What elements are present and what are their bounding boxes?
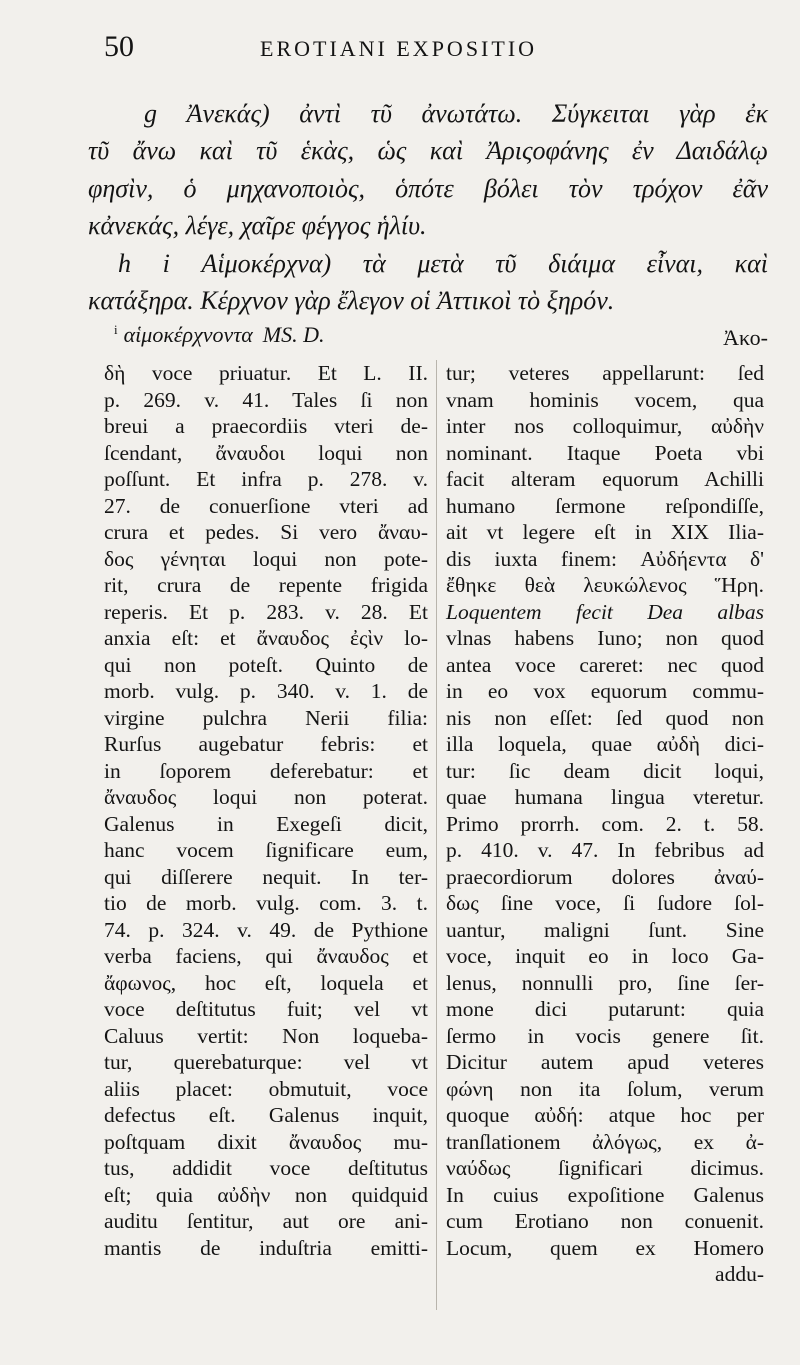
page-number: 50 <box>104 30 134 63</box>
text-line: quae humana lingua vteretur. <box>446 785 764 809</box>
text-line: Dicitur autem apud veteres <box>446 1050 764 1074</box>
text-line: ἄναυδος loqui non poterat. <box>104 785 428 809</box>
running-head: EROTIANI EXPOSITIO <box>260 36 538 61</box>
text-line: ναύδως ſignificari dicimus. <box>446 1156 764 1180</box>
greek-line: τῦ ἄνω καὶ τῦ ἑκὰς, ὡς καὶ Ἀριςοφάνης ἐν Δαιδάλῳ <box>88 136 768 166</box>
text-line: aliis placet: obmutuit, voce <box>104 1076 428 1101</box>
footnote-source: MS. D. <box>262 322 325 348</box>
text-line: vnam hominis vocem, qua <box>446 387 764 412</box>
text-line: rit, crura de repente frigida <box>104 573 428 597</box>
text-line: crura et pedes. Si vero ἄναυ- <box>104 520 428 544</box>
text-line: dis iuxta finem: Αὐδήεντα δ' <box>446 546 764 571</box>
text-line: anxia eſt: et ἄναυδος ἐςὶν lo- <box>104 626 428 650</box>
text-line: qui non poteſt. Quinto de <box>104 652 428 677</box>
text-line: humano ſermone reſpondiſſe, <box>446 493 764 518</box>
text-line: morb. vulg. p. 340. v. 1. de <box>104 679 428 703</box>
text-line: ſcendant, ἄναυδοι loqui non <box>104 440 428 465</box>
text-line: illa loquela, quae αὐδὴ dici- <box>446 732 764 756</box>
text-line: φώνη non ita ſolum, verum <box>446 1076 764 1101</box>
text-line: ἔθηκε θεὰ λευκώλενος Ἥρη. <box>446 573 764 597</box>
footnote-mark: i <box>114 322 118 337</box>
text-line: tio de morb. vulg. com. 3. t. <box>104 891 428 915</box>
left-column <box>104 360 428 1261</box>
text-line: cum Erotiano non conuenit. <box>446 1209 764 1233</box>
text-line: quoque αὐδή: atque hoc per <box>446 1103 764 1127</box>
text-line: lenus, nonnulli pro, ſine ſer- <box>446 970 764 995</box>
text-line: ſermo in vocis genere ſit. <box>446 1023 764 1048</box>
text-line: ait vt legere eſt in XIX Ilia- <box>446 520 764 544</box>
text-line: inter nos colloquimur, αὐδὴν <box>446 414 764 438</box>
text-line: p. 269. v. 41. Tales ſi non <box>104 387 428 412</box>
catchword: addu- <box>715 1262 764 1286</box>
text-line: facit alteram equorum Achilli <box>446 467 764 491</box>
text-line: tur, querebaturque: vel vt <box>104 1050 428 1074</box>
greek-line: κἀνεκάς, λέγε, χαῖρε φέγγος ἡλίυ. <box>88 211 427 241</box>
greek-line: φησὶν, ὁ μηχανοποιὸς, ὁπότε βόλει τὸν τρόχον ἐᾶν <box>88 173 768 203</box>
text-line: δος γένηται loqui non pote- <box>104 546 428 571</box>
text-line: poſſunt. Et infra p. 278. v. <box>104 467 428 491</box>
text-line: nis non eſſet: ſed quod non <box>446 705 764 730</box>
greek-line: κατάξηρα. Κέρχνον γὰρ ἔλεγον οἱ Ἀττικοὶ τὸ ξηρόν. <box>88 285 615 315</box>
text-line: In cuius expoſitione Galenus <box>446 1182 764 1207</box>
text-line: in eo vox equorum commu- <box>446 679 764 703</box>
text-line: tranſlationem ἀλόγως, ex ἀ- <box>446 1129 764 1154</box>
text-line: poſtquam dixit ἄναυδος mu- <box>104 1129 428 1154</box>
greek-line: h i Αἱμοκέρχνα) τὰ μετὰ τῦ διάιμα εἶναι, καὶ <box>118 248 768 278</box>
text-line: tus, addidit voce deſtitutus <box>104 1156 428 1180</box>
text-line: δὴ voce priuatur. Et L. II. <box>104 361 428 385</box>
text-line: in ſoporem deferebatur: et <box>104 758 428 783</box>
text-line: mantis de induſtria emitti- <box>104 1235 428 1260</box>
text-line: Primo prorrh. com. 2. t. 58. <box>446 811 764 836</box>
text-line: Loquentem fecit Dea albas <box>446 599 764 624</box>
page-header <box>104 30 764 70</box>
text-line: auditu ſentitur, aut ore ani- <box>104 1209 428 1233</box>
text-line: praecordiorum dolores ἀναύ- <box>446 864 764 889</box>
text-line: uantur, maligni ſunt. Sine <box>446 917 764 942</box>
text-line: verba faciens, qui ἄναυδος et <box>104 944 428 968</box>
catchword: Ἀκο- <box>723 325 768 351</box>
text-line: Caluus vertit: Non loqueba- <box>104 1023 428 1048</box>
text-line: antea voce careret: nec quod <box>446 652 764 677</box>
text-line: hanc vocem ſignificare eum, <box>104 838 428 862</box>
column-divider <box>436 360 437 1310</box>
text-line: reperis. Et p. 283. v. 28. Et <box>104 599 428 624</box>
text-line: Locum, quem ex Homero <box>446 1235 764 1260</box>
footnote <box>114 322 324 348</box>
text-line: vlnas habens Iuno; non quod <box>446 626 764 650</box>
text-line: tur: ſic deam dicit loqui, <box>446 758 764 783</box>
text-line: virgine pulchra Nerii filia: <box>104 705 428 730</box>
text-line: voce, inquit eo in loco Ga- <box>446 944 764 968</box>
text-line: p. 410. v. 47. In febribus ad <box>446 838 764 862</box>
greek-entries <box>88 95 768 357</box>
text-line: mone dici putarunt: quia <box>446 997 764 1021</box>
text-line: 74. p. 324. v. 49. de Pythione <box>104 917 428 942</box>
text-line: Rurſus augebatur febris: et <box>104 732 428 756</box>
text-line: 27. de conuerſione vteri ad <box>104 493 428 518</box>
text-line: qui diſſerere nequit. In ter- <box>104 864 428 889</box>
footnote-greek: αἱμοκέρχνοντα <box>123 322 253 348</box>
text-line: tur; veteres appellarunt: ſed <box>446 361 764 385</box>
text-line: defectus eſt. Galenus inquit, <box>104 1103 428 1127</box>
text-line: nominant. Itaque Poeta vbi <box>446 440 764 465</box>
text-line: ἄφωνος, hoc eſt, loquela et <box>104 970 428 995</box>
right-column <box>446 360 764 1288</box>
text-line: Galenus in Exegeſi dicit, <box>104 811 428 836</box>
text-line: eſt; quia αὐδὴν non quidquid <box>104 1182 428 1207</box>
text-line: voce deſtitutus fuit; vel vt <box>104 997 428 1021</box>
text-line: breui a praecordiis vteri de- <box>104 414 428 438</box>
greek-line: g Ἀνεκάς) ἀντὶ τῦ ἀνωτάτω. Σύγκειται γὰρ ἐκ <box>144 99 768 128</box>
text-line: δως ſine voce, ſi ſudore ſol- <box>446 891 764 915</box>
